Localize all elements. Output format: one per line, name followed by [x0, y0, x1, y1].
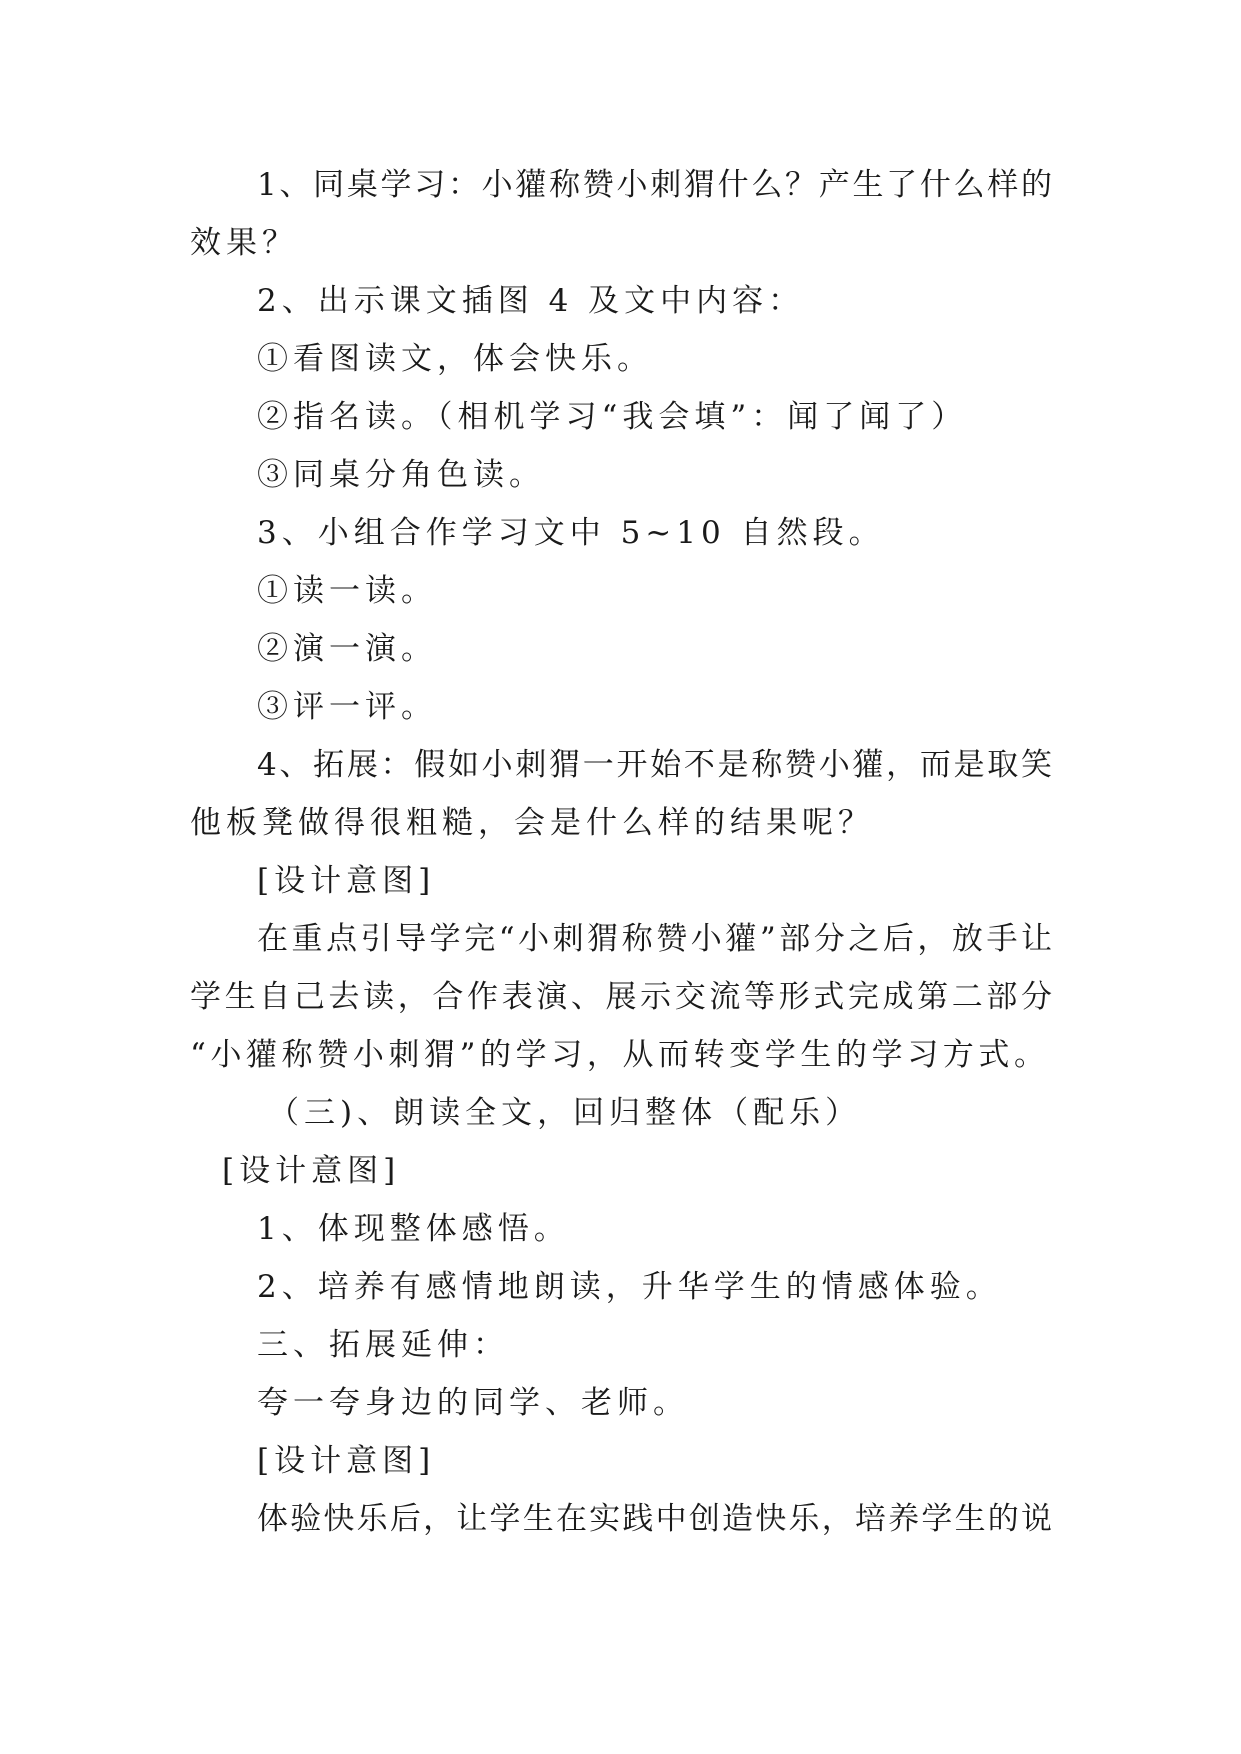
text-line: [设计意图]: [257, 1443, 436, 1479]
text-line: ①看图读文，体会快乐。: [257, 341, 653, 377]
text-line: 夸一夸身边的同学、老师。: [257, 1385, 689, 1421]
text-line: ①读一读。: [257, 573, 437, 609]
text-line: 1、同桌学习：小獾称赞小刺猬什么？产生了什么样的: [257, 167, 1052, 203]
text-line: “小獾称赞小刺猬”的学习，从而转变学生的学习方式。: [190, 1037, 1045, 1073]
text-line: 2、培养有感情地朗读，升华学生的情感体验。: [257, 1269, 1002, 1305]
text-line: 他板凳做得很粗糙，会是什么样的结果呢？: [190, 805, 874, 841]
text-line: 学生自己去读，合作表演、展示交流等形式完成第二部分: [190, 979, 1052, 1015]
text-line: 1、体现整体感悟。: [257, 1211, 570, 1247]
text-line: [设计意图]: [222, 1153, 401, 1189]
text-line: ②演一演。: [257, 631, 437, 667]
text-line: 体验快乐后，让学生在实践中创造快乐，培养学生的说: [257, 1501, 1052, 1537]
text-line: （三)、朗读全文，回归整体（配乐）: [268, 1095, 862, 1131]
text-line: ③同桌分角色读。: [257, 457, 545, 493]
text-line: ③评一评。: [257, 689, 437, 725]
text-line: 在重点引导学完“小刺猬称赞小獾”部分之后，放手让: [257, 921, 1052, 957]
text-line: [设计意图]: [257, 863, 436, 899]
text-line: ②指名读。（相机学习“我会填”：闻了闻了）: [257, 399, 968, 435]
text-line: 3、小组合作学习文中 5~10 自然段。: [257, 515, 885, 551]
text-line: 2、出示课文插图 4 及文中内容：: [257, 283, 805, 319]
text-line: 4、拓展：假如小刺猬一开始不是称赞小獾，而是取笑: [257, 747, 1052, 783]
text-line: 效果？: [190, 225, 298, 261]
text-line: 三、拓展延伸：: [257, 1327, 509, 1363]
